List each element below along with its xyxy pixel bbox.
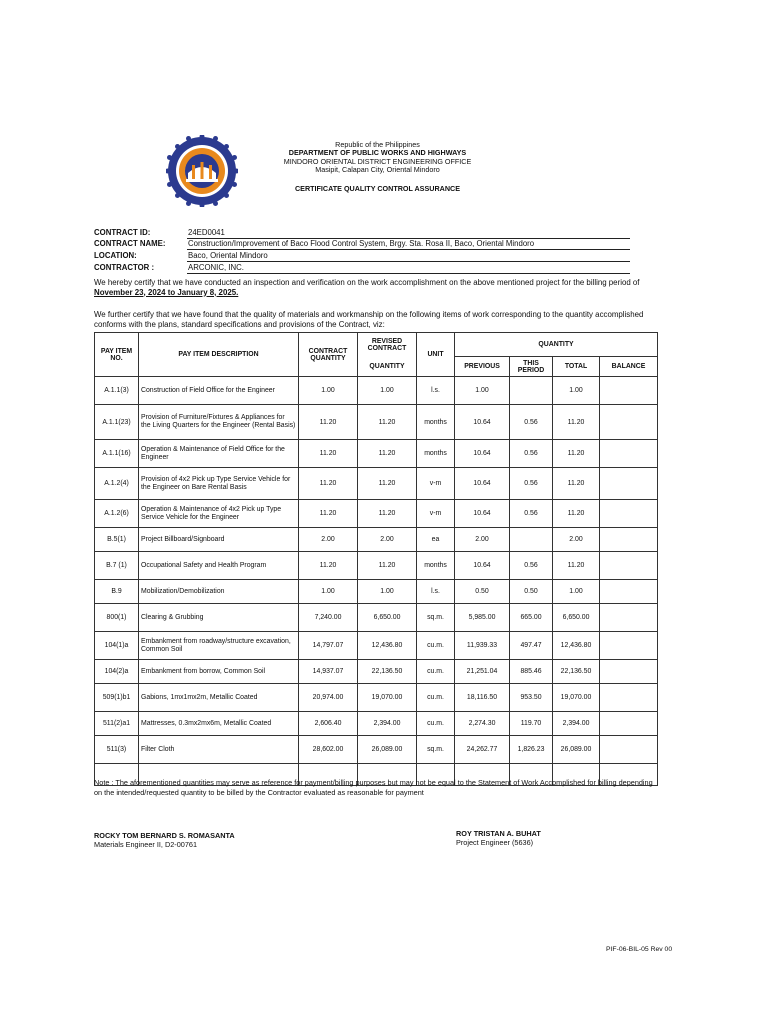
- cell-prev: 10.64: [455, 405, 510, 440]
- cell-cq: 11.20: [299, 440, 358, 468]
- header-total: TOTAL: [553, 357, 600, 377]
- cell-unit: months: [417, 405, 455, 440]
- table-row: [95, 552, 658, 580]
- payment-note: Note : The aforementioned quantities may serve as reference for payment/billing purposes but may not be equal to the Statement of Work Accomplished for billing depending on the intended/requested quantity to be billed by the Contractor evaluated as reasonable for payment: [94, 778, 653, 797]
- table-row: [95, 468, 658, 500]
- cell-total: 11.20: [553, 552, 600, 580]
- location-label: LOCATION:: [94, 251, 137, 260]
- cell-bal: [600, 660, 658, 684]
- cell-rq: 12,436.80: [358, 632, 417, 660]
- cell-unit: cu.m.: [417, 632, 455, 660]
- table-row: [95, 377, 658, 405]
- cell-unit: l.s.: [417, 580, 455, 604]
- cell-bal: [600, 528, 658, 552]
- cell-cq: 11.20: [299, 500, 358, 528]
- table-row: [95, 712, 658, 736]
- cell-unit: months: [417, 552, 455, 580]
- cell-no: 104(2)a: [95, 660, 139, 684]
- signatory-project-engineer: [456, 829, 541, 847]
- cell-total: 11.20: [553, 405, 600, 440]
- cell-unit: sq.m.: [417, 604, 455, 632]
- cell-no: B.5(1): [95, 528, 139, 552]
- cell-rq: 26,089.00: [358, 736, 417, 764]
- cell-rq: 6,650.00: [358, 604, 417, 632]
- signatory-title: Materials Engineer II, D2-00761: [94, 840, 198, 849]
- cell-unit: l.s.: [417, 377, 455, 405]
- cell-prev: 24,262.77: [455, 736, 510, 764]
- cell-no: A.1.1(16): [95, 440, 139, 468]
- cell-this: 0.56: [510, 440, 553, 468]
- cell-rq: 11.20: [358, 405, 417, 440]
- cell-desc: Provision of Furniture/Fixtures & Appliances for the Living Quarters for the Engineer (Rental Basis): [139, 405, 299, 440]
- cell-no: B.9: [95, 580, 139, 604]
- cell-no: A.1.2(4): [95, 468, 139, 500]
- cell-bal: [600, 580, 658, 604]
- header-revised-contract: REVISED CONTRACT: [358, 333, 417, 357]
- table-row: [95, 660, 658, 684]
- cell-bal: [600, 405, 658, 440]
- cell-prev: 10.64: [455, 468, 510, 500]
- cell-cq: 11.20: [299, 468, 358, 500]
- certification-text: We hereby certify that we have conducted an inspection and verification on the work accomplishment on the above mentioned project for the billing period of: [94, 278, 640, 287]
- cell-this: 0.56: [510, 468, 553, 500]
- header-this-period: THIS PERIOD: [510, 357, 553, 377]
- cell-bal: [600, 736, 658, 764]
- cell-cq: 1.00: [299, 377, 358, 405]
- contract-name-label: CONTRACT NAME:: [94, 239, 166, 248]
- cell-total: 2.00: [553, 528, 600, 552]
- cell-rq: 11.20: [358, 552, 417, 580]
- cell-total: 22,136.50: [553, 660, 600, 684]
- contractor-label: CONTRACTOR :: [94, 263, 155, 272]
- header-contract-quantity: CONTRACT QUANTITY: [299, 333, 358, 377]
- table-row: [95, 604, 658, 632]
- cell-unit: sq.m.: [417, 736, 455, 764]
- cell-cq: 11.20: [299, 405, 358, 440]
- contract-id-value: 24ED0041: [187, 228, 630, 239]
- cell-bal: [600, 604, 658, 632]
- cell-prev: 18,116.50: [455, 684, 510, 712]
- cell-unit: cu.m.: [417, 684, 455, 712]
- cell-no: 511(3): [95, 736, 139, 764]
- quantity-table: [94, 332, 658, 786]
- cell-bal: [600, 440, 658, 468]
- location-row: [94, 251, 634, 262]
- cell-total: 1.00: [553, 377, 600, 405]
- cell-this: [510, 377, 553, 405]
- quality-paragraph: We further certify that we have found that the quality of materials and workmanship on the following items of work corresponding to the quantity accomplished conforms with the plans, standard specifications and provisions of the Contract, viz:: [94, 310, 644, 329]
- cell-cq: 11.20: [299, 552, 358, 580]
- cell-this: [510, 528, 553, 552]
- contractor-row: [94, 263, 634, 274]
- signatory-name: ROY TRISTAN A. BUHAT: [456, 829, 541, 838]
- cell-desc: Embankment from borrow, Common Soil: [139, 660, 299, 684]
- cell-desc: Mobilization/Demobilization: [139, 580, 299, 604]
- cell-rq: 1.00: [358, 377, 417, 405]
- cell-rq: 22,136.50: [358, 660, 417, 684]
- cell-no: B.7 (1): [95, 552, 139, 580]
- cell-rq: 2,394.00: [358, 712, 417, 736]
- cell-prev: 10.64: [455, 552, 510, 580]
- cell-rq: 19,070.00: [358, 684, 417, 712]
- contract-name-value: Construction/Improvement of Baco Flood Control System, Brgy. Sta. Rosa II, Baco, Oriental Mindoro: [187, 239, 630, 250]
- cell-this: 885.46: [510, 660, 553, 684]
- cell-unit: months: [417, 440, 455, 468]
- table-row: [95, 528, 658, 552]
- cell-this: 1,826.23: [510, 736, 553, 764]
- cell-desc: Occupational Safety and Health Program: [139, 552, 299, 580]
- cell-cq: 20,974.00: [299, 684, 358, 712]
- contractor-value: ARCONIC, INC.: [187, 263, 630, 274]
- cell-bal: [600, 632, 658, 660]
- cell-cq: 14,937.07: [299, 660, 358, 684]
- cell-bal: [600, 500, 658, 528]
- header-description: PAY ITEM DESCRIPTION: [139, 333, 299, 377]
- cell-bal: [600, 684, 658, 712]
- cell-prev: 1.00: [455, 377, 510, 405]
- cell-desc: Mattresses, 0.3mx2mx6m, Metallic Coated: [139, 712, 299, 736]
- cell-no: A.1.1(23): [95, 405, 139, 440]
- cell-prev: 10.64: [455, 500, 510, 528]
- dpwh-logo: [166, 135, 238, 207]
- cell-cq: 1.00: [299, 580, 358, 604]
- cell-unit: v-m: [417, 468, 455, 500]
- cell-total: 11.20: [553, 440, 600, 468]
- district-office: MINDORO ORIENTAL DISTRICT ENGINEERING OFFICE: [283, 157, 472, 166]
- cell-this: 119.70: [510, 712, 553, 736]
- form-code: PIF-06-BIL-05 Rev 00: [606, 946, 673, 953]
- cell-prev: 0.50: [455, 580, 510, 604]
- cell-this: 0.56: [510, 552, 553, 580]
- header-quantity: QUANTITY: [455, 333, 658, 357]
- cell-bal: [600, 377, 658, 405]
- signatory-name: ROCKY TOM BERNARD S. ROMASANTA: [94, 831, 235, 840]
- cell-total: 26,089.00: [553, 736, 600, 764]
- cell-this: 0.50: [510, 580, 553, 604]
- cell-prev: 2,274.30: [455, 712, 510, 736]
- cell-rq: 1.00: [358, 580, 417, 604]
- cell-desc: Provision of 4x2 Pick up Type Service Vehicle for the Engineer on Bare Rental Basis: [139, 468, 299, 500]
- cell-unit: cu.m.: [417, 712, 455, 736]
- cell-this: 0.56: [510, 500, 553, 528]
- table-row: [95, 500, 658, 528]
- cell-desc: Operation & Maintenance of Field Office for the Engineer: [139, 440, 299, 468]
- cell-no: 509(1)b1: [95, 684, 139, 712]
- cell-desc: Gabions, 1mx1mx2m, Metallic Coated: [139, 684, 299, 712]
- cell-cq: 2,606.40: [299, 712, 358, 736]
- table-row: [95, 580, 658, 604]
- cell-rq: 11.20: [358, 500, 417, 528]
- header-revised-quantity: QUANTITY: [358, 357, 417, 377]
- cell-desc: Project Billboard/Signboard: [139, 528, 299, 552]
- cell-this: 497.47: [510, 632, 553, 660]
- cell-cq: 7,240.00: [299, 604, 358, 632]
- cell-cq: 2.00: [299, 528, 358, 552]
- contract-name-row: [94, 239, 634, 250]
- header-pay-item-no: PAY ITEM NO.: [95, 333, 139, 377]
- cell-prev: 21,251.04: [455, 660, 510, 684]
- cell-cq: 28,602.00: [299, 736, 358, 764]
- cell-rq: 11.20: [358, 468, 417, 500]
- billing-period: November 23, 2024 to January 8, 2025.: [94, 287, 239, 297]
- cell-no: A.1.1(3): [95, 377, 139, 405]
- header-unit: UNIT: [417, 333, 455, 377]
- cell-total: 12,436.80: [553, 632, 600, 660]
- cell-total: 6,650.00: [553, 604, 600, 632]
- cell-bal: [600, 468, 658, 500]
- certificate-title: CERTIFICATE QUALITY CONTROL ASSURANCE: [294, 184, 461, 193]
- cell-desc: Embankment from roadway/structure excavation, Common Soil: [139, 632, 299, 660]
- table-body: [95, 377, 658, 786]
- cell-rq: 11.20: [358, 440, 417, 468]
- office-address: Masipit, Calapan City, Oriental Mindoro: [315, 165, 440, 174]
- cell-rq: 2.00: [358, 528, 417, 552]
- signatory-materials-engineer: [94, 831, 235, 849]
- cell-total: 2,394.00: [553, 712, 600, 736]
- cell-total: 11.20: [553, 468, 600, 500]
- contract-id-row: [94, 228, 634, 239]
- cell-desc: Filter Cloth: [139, 736, 299, 764]
- cell-no: 104(1)a: [95, 632, 139, 660]
- cell-bal: [600, 552, 658, 580]
- header-balance: BALANCE: [600, 357, 658, 377]
- cell-this: 0.56: [510, 405, 553, 440]
- table-row: [95, 736, 658, 764]
- cell-cq: 14,797.07: [299, 632, 358, 660]
- table-row: [95, 632, 658, 660]
- cell-unit: ea: [417, 528, 455, 552]
- header-previous: PREVIOUS: [455, 357, 510, 377]
- republic-line: Republic of the Philippines: [335, 140, 420, 149]
- cell-total: 11.20: [553, 500, 600, 528]
- cell-total: 1.00: [553, 580, 600, 604]
- cell-desc: Construction of Field Office for the Engineer: [139, 377, 299, 405]
- cell-this: 665.00: [510, 604, 553, 632]
- cell-unit: cu.m.: [417, 660, 455, 684]
- cell-desc: Operation & Maintenance of 4x2 Pick up Type Service Vehicle for the Engineer: [139, 500, 299, 528]
- department-name: DEPARTMENT OF PUBLIC WORKS AND HIGHWAYS: [288, 148, 467, 157]
- cell-no: A.1.2(6): [95, 500, 139, 528]
- table-row: [95, 684, 658, 712]
- cell-total: 19,070.00: [553, 684, 600, 712]
- cell-prev: 2.00: [455, 528, 510, 552]
- cell-this: 953.50: [510, 684, 553, 712]
- table-row: [95, 440, 658, 468]
- cell-desc: Clearing & Grubbing: [139, 604, 299, 632]
- table-row: [95, 405, 658, 440]
- cell-prev: 11,939.33: [455, 632, 510, 660]
- signatory-title: Project Engineer (5636): [456, 838, 534, 847]
- cell-unit: v-m: [417, 500, 455, 528]
- cell-no: 511(2)a1: [95, 712, 139, 736]
- location-value: Baco, Oriental Mindoro: [187, 251, 630, 262]
- cell-prev: 5,985.00: [455, 604, 510, 632]
- cell-prev: 10.64: [455, 440, 510, 468]
- certification-paragraph: [94, 278, 660, 297]
- cell-bal: [600, 712, 658, 736]
- cell-no: 800(1): [95, 604, 139, 632]
- contract-id-label: CONTRACT ID:: [94, 228, 151, 237]
